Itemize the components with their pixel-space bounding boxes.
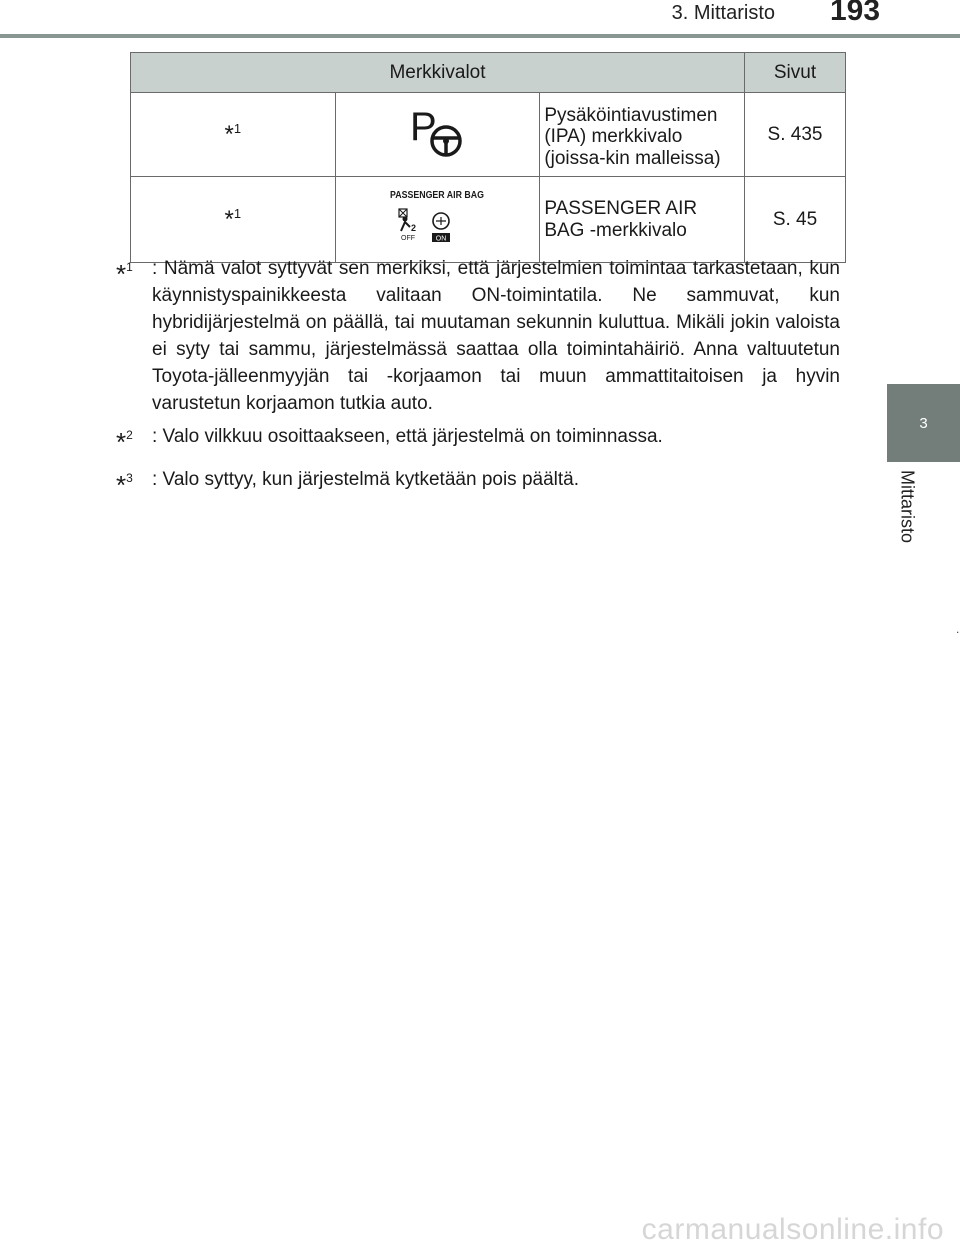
page-reference-link[interactable]: S. 435 xyxy=(745,93,846,177)
footnote-item xyxy=(116,467,840,504)
page-number: 193 xyxy=(830,0,881,27)
table-header-lamps: Merkkivalot xyxy=(131,53,745,93)
footnote-marker: *$^1$ xyxy=(131,93,336,177)
footnote-marker: *$^2$ xyxy=(116,426,133,457)
chapter-label: Mittaristo xyxy=(897,470,918,544)
lamp-description: PASSENGER AIR BAG -merkkivalo xyxy=(540,177,745,263)
footnote-text: : Nämä valot syttyvät sen merkiksi, että järjestelmien toimintaa tarkastetaan, kun käynnistyspainikkeesta valitaan ON-toimintatila. Ne sammuvat, kun hybridijärjestelmä on päällä, tai muutaman sekunnin kuluttua. Mikäli jokin valoista ei syty tai sammu, järjestelmässä saattaa olla toimintahäiriö. Anna valtuutetun Toyota-jälleenmyyjän tai -korjaamon tai muun ammattitaitoisen ja hyvin varustetun korjaamon tutkia auto. xyxy=(152,258,840,414)
margin-dot: . xyxy=(956,622,960,636)
table-header-pages: Sivut xyxy=(745,53,846,93)
indicator-table xyxy=(130,52,846,263)
table-row xyxy=(131,93,846,177)
footnote-item xyxy=(116,424,840,461)
airbag-icon-badge: 2 xyxy=(411,222,417,233)
airbag-on-label: ON xyxy=(436,235,447,242)
airbag-off-label: OFF xyxy=(401,234,416,242)
lamp-description: Pysäköintiavustimen (IPA) merkkivalo (joissa-kin malleissa) xyxy=(540,93,745,177)
airbag-icon-title: PASSENGER AIR BAG xyxy=(390,189,485,201)
ipa-parking-assist-icon xyxy=(335,93,540,177)
footnote-marker: *$^3$ xyxy=(116,469,133,500)
watermark: carmanualsonline.info xyxy=(641,1213,944,1246)
footnotes xyxy=(116,256,840,510)
section-title: 3. Mittaristo xyxy=(671,2,775,24)
header-rule xyxy=(0,34,960,38)
footnote-text: : Valo vilkkuu osoittaakseen, että järjestelmä on toiminnassa. xyxy=(152,425,663,447)
table-row xyxy=(131,177,846,263)
chapter-tab[interactable] xyxy=(887,384,960,462)
ipa-icon-letter: P xyxy=(410,104,438,149)
chapter-number: 3 xyxy=(919,414,928,432)
page-reference-link[interactable]: S. 45 xyxy=(745,177,846,263)
passenger-airbag-icon xyxy=(335,177,540,263)
footnote-item xyxy=(116,256,840,418)
footnote-text: : Valo syttyy, kun järjestelmä kytketään pois päältä. xyxy=(152,468,579,490)
footnote-marker: *$^1$ xyxy=(131,177,336,263)
table-header-row xyxy=(131,53,846,93)
footnote-marker: *$^1$ xyxy=(116,259,133,289)
